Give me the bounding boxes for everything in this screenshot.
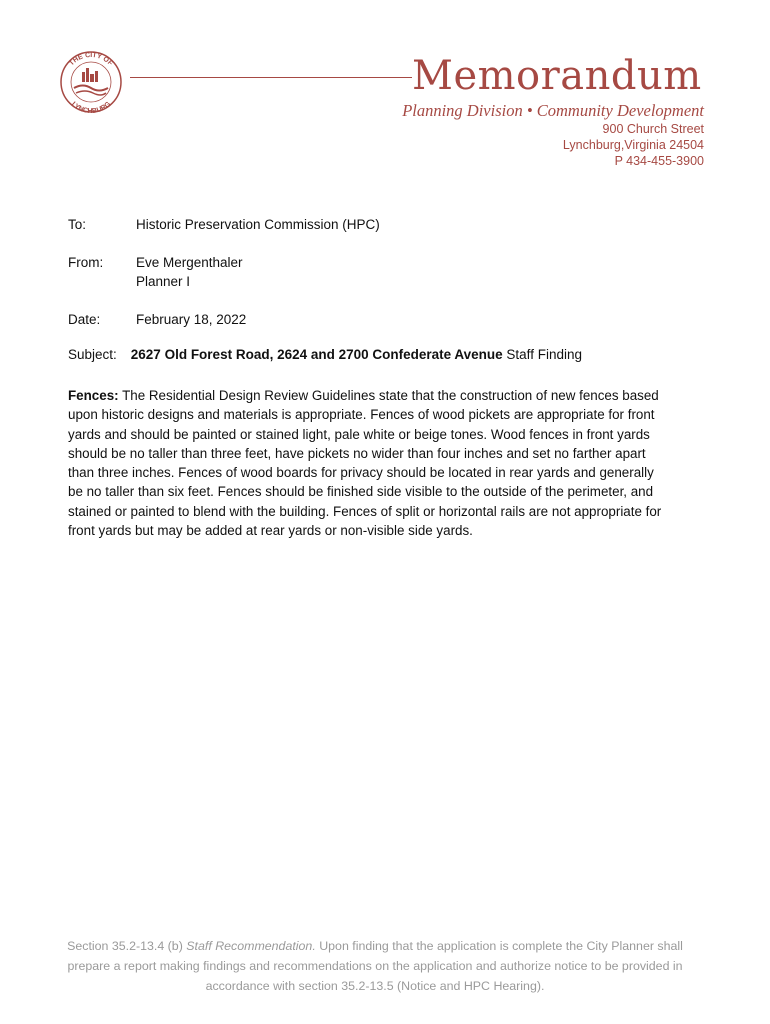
city-seal-logo	[58, 42, 124, 116]
division-subtitle: Planning Division • Community Development	[402, 101, 704, 120]
to-label: To:	[68, 217, 87, 232]
to-value: Historic Preservation Commission (HPC)	[136, 217, 380, 232]
from-label: From:	[68, 255, 104, 270]
date-value: February 18, 2022	[136, 312, 247, 327]
subject-rest: Staff Finding	[502, 347, 582, 362]
subject-address: 2627 Old Forest Road, 2624 and 2700 Confederate Avenue	[130, 347, 503, 362]
svg-text:THE CITY OF: THE CITY OF	[68, 51, 114, 68]
body-text: The Residential Design Review Guidelines state that the construction of new fences based upon historic designs and materials is appropriate. Fences of wood pickets are appropriate for front yards and should be painted or stained light, pale white or beige tones. Wood fences in front yards should be no taller than three feet, have pickets no wider than four inches and set no farther apart than three inches. Fences of wood boards for privacy should be located in rear yards and generally be no taller than six feet. Fences should be finished side visible to the outside of the perimeter, and stained or painted to blend with the building. Fences of split or horizontal rails are not appropriate for front yards but may be added at rear yards or non-visible side yards.	[68, 388, 662, 539]
memo-title: Memorandum	[412, 53, 702, 99]
footer-note	[60, 936, 690, 996]
body-paragraph	[68, 386, 672, 540]
subject-line	[68, 347, 582, 362]
header-rule	[130, 77, 412, 78]
body-heading: Fences:	[68, 388, 119, 403]
address-street: 900 Church Street	[602, 122, 704, 136]
address-block	[563, 121, 704, 169]
footer-prefix: Section 35.2-13.4 (b)	[67, 939, 187, 953]
subject-label: Subject:	[68, 347, 117, 362]
footer-italic: Staff Recommendation.	[186, 939, 316, 953]
from-name: Eve Mergenthaler	[136, 255, 243, 270]
svg-text:LYNCHBURG: LYNCHBURG	[69, 100, 113, 116]
from-title: Planner I	[136, 274, 191, 289]
address-city: Lynchburg,Virginia 24504	[562, 138, 704, 152]
address-phone: P 434-455-3900	[614, 154, 704, 168]
date-label: Date:	[68, 312, 101, 327]
footer-text: Upon finding that the application is complete the City Planner shall prepare a report making findings and recommendations on the application and authorize notice to be provided in accordance with section 35.2-13.5 (Notice and HPC Hearing).	[67, 939, 683, 993]
